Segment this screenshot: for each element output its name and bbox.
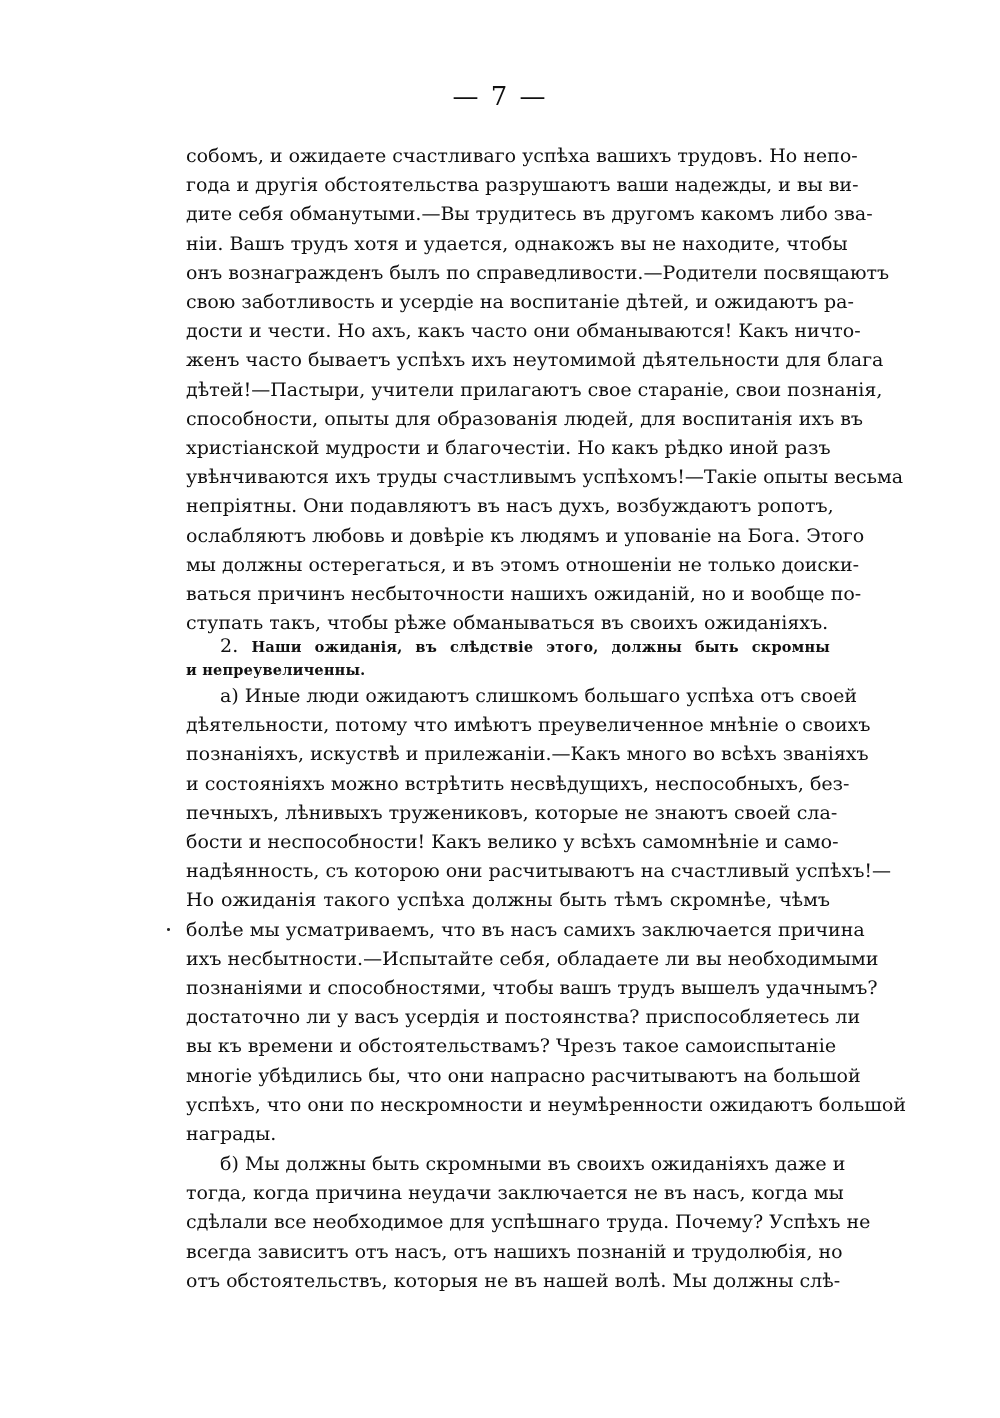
text-line: печныхъ, лѣнивыхъ тружениковъ, которые не знаютъ своей сла- bbox=[186, 801, 838, 824]
section-heading-line: и непреувеличенны. bbox=[186, 662, 366, 679]
text-line: собомъ, и ожидаете счастливаго успѣха вашихъ трудовъ. Но непо- bbox=[186, 145, 858, 167]
text-line: тогда, когда причина неудачи заключается не въ насъ, когда мы bbox=[186, 1182, 844, 1205]
text-line: надѣянность, съ которою они расчитываютъ на счастливый успѣхъ!— bbox=[186, 860, 892, 883]
text-line: ослабляютъ любовь и довѣріе къ людямъ и упованіе на Бога. Этого bbox=[186, 524, 865, 547]
text-line: непріятны. Они подавляютъ въ насъ духъ, возбуждаютъ ропотъ, bbox=[186, 495, 834, 518]
text-line: способности, опыты для образованія людей, для воспитанія ихъ въ bbox=[186, 407, 864, 430]
text-line: ихъ несбытности.—Испытайте себя, обладаете ли вы необходимыми bbox=[186, 947, 879, 970]
text-line: ваться причинъ несбыточности нашихъ ожиданій, но и вообще по- bbox=[186, 583, 862, 606]
text-line: достаточно ли у васъ усердія и постоянства? приспособляетесь ли bbox=[186, 1006, 861, 1029]
section-heading-text: Наши ожиданія, въ слѣдствіе этого, должны быть скромны bbox=[251, 639, 831, 656]
text-line: года и другія обстоятельства разрушаютъ ваши надежды, и вы ви- bbox=[186, 174, 859, 197]
paragraph-continuation bbox=[186, 142, 904, 638]
text-line: дѣтей!—Пастыри, учители прилагаютъ свое стараніе, свои познанія, bbox=[186, 378, 883, 401]
text-line: всегда зависитъ отъ насъ, отъ нашихъ познаній и трудолюбія, но bbox=[186, 1240, 843, 1263]
margin-mark bbox=[167, 928, 170, 931]
page-number: — 7 — bbox=[452, 82, 548, 112]
text-line: вы къ времени и обстоятельствамъ? Чрезъ такое самоиспытаніе bbox=[186, 1035, 837, 1058]
text-line: а) Иные люди ожидаютъ слишкомъ большаго успѣха отъ своей bbox=[220, 685, 857, 707]
text-line: женъ часто бываетъ успѣхъ ихъ неутомимой дѣятельности для блага bbox=[186, 349, 884, 372]
text-line: Но ожиданія такого успѣха должны быть тѣмъ скромнѣе, чѣмъ bbox=[186, 889, 830, 912]
text-line: увѣнчиваются ихъ труды счастливымъ успѣхомъ!—Такіе опыты весьма bbox=[186, 466, 904, 489]
section-heading-line bbox=[186, 635, 830, 659]
paragraph-a bbox=[186, 682, 906, 1149]
text-line: христіанской мудрости и благочестіи. Но какъ рѣдко иной разъ bbox=[186, 437, 831, 460]
text-line: свою заботливость и усердіе на воспитаніе дѣтей, и ожидаютъ ра- bbox=[186, 291, 854, 314]
text-line: мы должны остерегаться, и въ этомъ отношеніи не только доиски- bbox=[186, 553, 860, 576]
text-line: ступать такъ, чтобы рѣже обманываться въ своихъ ожиданіяхъ. bbox=[186, 612, 829, 635]
text-line: успѣхъ, что они по нескромности и неумѣренности ожидаютъ большой bbox=[186, 1093, 906, 1116]
text-line: онъ вознагражденъ былъ по справедливости.—Родители посвящаютъ bbox=[186, 261, 890, 284]
text-line: познаніями и способностями, чтобы вашъ трудъ вышелъ удачнымъ? bbox=[186, 977, 878, 1000]
text-line: дѣятельности, потому что имѣютъ преувеличенное мнѣніе о своихъ bbox=[186, 714, 871, 737]
text-line: познаніяхъ, искуствѣ и прилежаніи.—Какъ много во всѣхъ званіяхъ bbox=[186, 743, 869, 766]
text-line: болѣе мы усматриваемъ, что въ насъ самихъ заключается причина bbox=[186, 918, 865, 941]
text-line: и состояніяхъ можно встрѣтить несвѣдущихъ, неспособныхъ, без- bbox=[186, 772, 850, 795]
text-line: бости и неспособности! Какъ велико у всѣхъ самомнѣніе и само- bbox=[186, 831, 839, 854]
text-line: ніи. Вашъ трудъ хотя и удается, однакожъ вы не находите, чтобы bbox=[186, 232, 848, 255]
section-heading bbox=[186, 635, 830, 682]
text-line: сдѣлали все необходимое для успѣшнаго труда. Почему? Успѣхъ не bbox=[186, 1211, 871, 1234]
text-line: многіе убѣдились бы, что они напрасно расчитываютъ на большой bbox=[186, 1064, 861, 1087]
text-line: отъ обстоятельствъ, которыя не въ нашей волѣ. Мы должны слѣ- bbox=[186, 1269, 841, 1292]
paragraph-b bbox=[186, 1150, 871, 1296]
text-line: награды. bbox=[186, 1123, 277, 1146]
text-line: б) Мы должны быть скромными въ своихъ ожиданіяхъ даже и bbox=[220, 1153, 846, 1175]
text-line: дите себя обманутыми.—Вы трудитесь въ другомъ какомъ либо зва- bbox=[186, 203, 873, 226]
section-number: 2. bbox=[220, 635, 239, 657]
text-line: дости и чести. Но ахъ, какъ часто они обманываются! Какъ ничто- bbox=[186, 320, 861, 343]
